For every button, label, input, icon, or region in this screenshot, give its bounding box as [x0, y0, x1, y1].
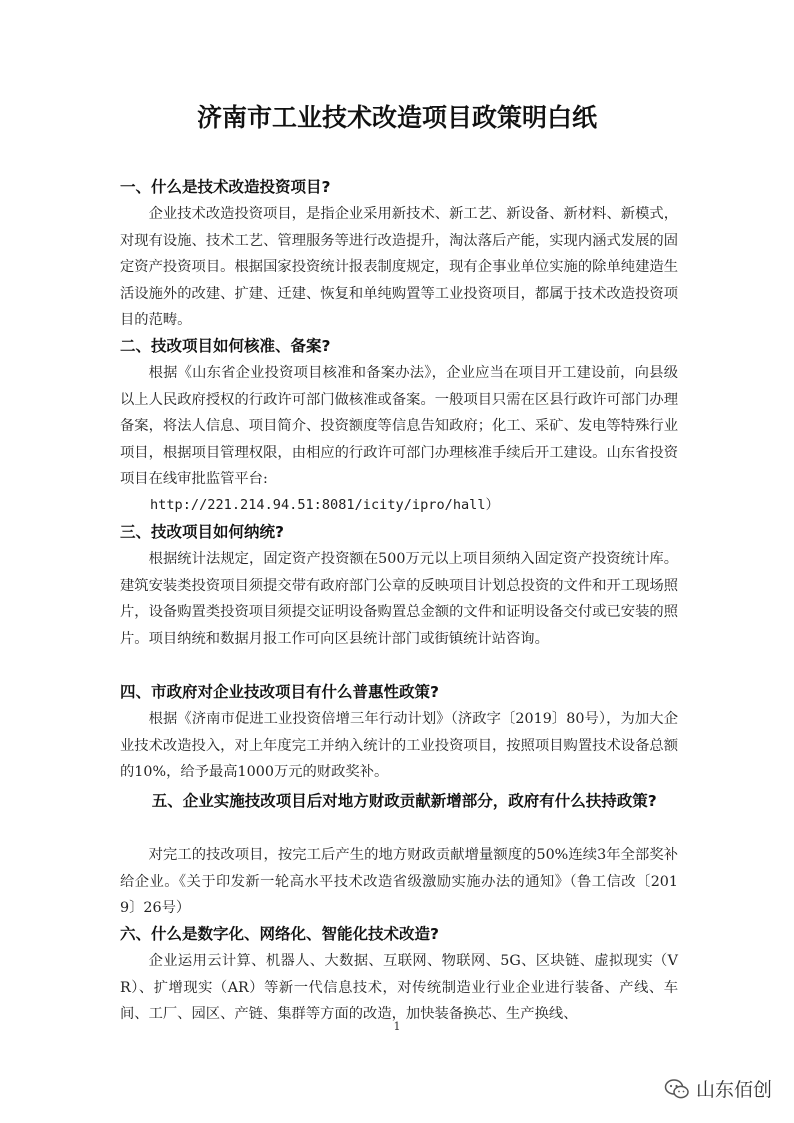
- section-paragraph-4: 根据《济南市促进工业投资倍增三年行动计划》（济政字〔2019〕80号），为加大企业技术改造投入，对上年度完工并纳入统计的工业投资项目，按照项目购置技术设备总额的10%，给予最高1000万元的财政奖补。: [120, 711, 678, 780]
- section-paragraph-6: 企业运用云计算、机器人、大数据、互联网、物联网、5G、区块链、虚拟现实（VR）、扩增现实（AR）等新一代信息技术，对传统制造业行业企业进行装备、产线、车间、工厂、园区、产链、集群等方面的改造，加快装备换芯、生产换线、: [120, 953, 678, 1022]
- section-paragraph-2: 根据《山东省企业投资项目核准和备案办法》，企业应当在项目开工建设前，向县级以上人民政府授权的行政许可部门做核准或备案。一般项目只需在区县行政许可部门办理备案，将法人信息、项目简介、投资额度等信息告知政府；化工、采矿、发电等特殊行业项目，根据项目管理权限，由相应的行政许可部门办理核准手续后开工建设。山东省投资项目在线审批监管平台:: [120, 365, 678, 487]
- page-number: 1: [393, 1020, 401, 1033]
- section-heading-5: 五、企业实施技改项目后对地方财政贡献新增部分，政府有什么扶持政策?: [151, 792, 657, 810]
- section-heading-3: 三、技改项目如何纳统?: [120, 523, 284, 541]
- section-heading-4: 四、市政府对企业技改项目有什么普惠性政策?: [120, 683, 439, 701]
- section-paragraph-3: 根据统计法规定，固定资产投资额在500万元以上项目须纳入固定资产投资统计库。建筑安装类投资项目须提交带有政府部门公章的反映项目计划总投资的文件和开工现场照片，设备购置类投资项目须提交证明设备购置总金额的文件和证明设备交付或已安装的照片。项目纳统和数据月报工作可向区县统计部门或街镇统计站咨询。: [120, 551, 678, 647]
- section-heading-2: 二、技改项目如何核准、备案?: [120, 337, 331, 355]
- section-paragraph-1: 企业技术改造投资项目，是指企业采用新技术、新工艺、新设备、新材料、新模式，对现有设施、技术工艺、管理服务等进行改造提升，淘汰落后产能，实现内涵式发展的固定资产投资项目。根据国家投资统计报表制度规定，现有企事业单位实施的除单纯建造生活设施外的改建、扩建、迁建、恢复和单纯购置等工业投资项目，都属于技术改造投资项目的范畴。: [120, 206, 678, 328]
- section-paragraph-5: 对完工的技改项目，按完工后产生的地方财政贡献增量额度的50%连续3年全部奖补给企业。《关于印发新一轮高水平技术改造省级激励实施办法的通知》（鲁工信改〔2019〕26号）: [120, 847, 678, 916]
- wechat-icon: [664, 1078, 690, 1100]
- watermark: [664, 1075, 772, 1102]
- watermark-text: 山东佰创: [695, 1079, 772, 1101]
- page-title: 济南市工业技术改造项目政策明白纸: [196, 103, 597, 132]
- platform-url: http://221.214.94.51:8081/icity/ipro/hall）: [150, 497, 500, 513]
- section-heading-6: 六、什么是数字化、网络化、智能化技术改造?: [120, 925, 439, 943]
- section-heading-1: 一、什么是技术改造投资项目?: [120, 178, 331, 196]
